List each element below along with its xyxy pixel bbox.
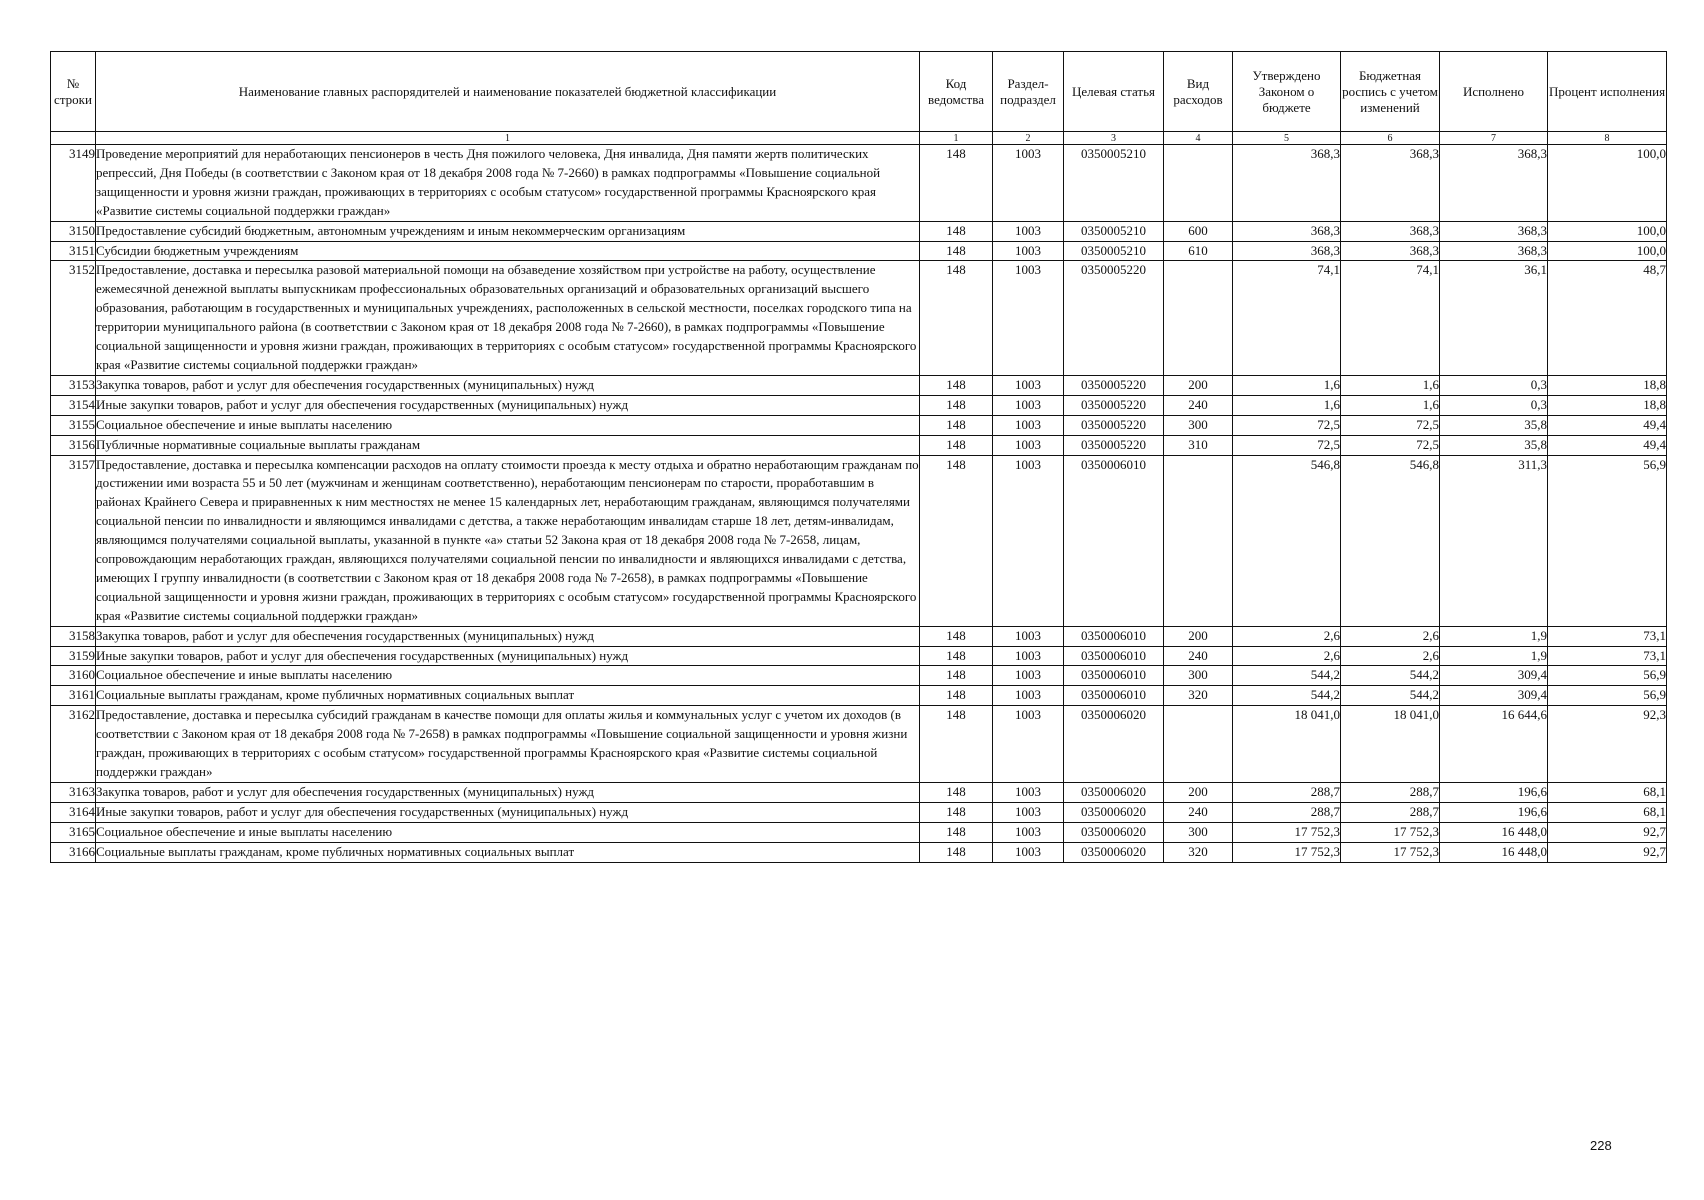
target-article-cell: 0350006010 bbox=[1064, 646, 1164, 666]
dept-code-cell: 148 bbox=[920, 395, 993, 415]
indicator-name-cell: Субсидии бюджетным учреждениям bbox=[96, 241, 920, 261]
execution-percent-cell: 56,9 bbox=[1548, 666, 1667, 686]
schedule-amount-cell: 17 752,3 bbox=[1341, 842, 1440, 862]
row-number-cell: 3149 bbox=[51, 145, 96, 222]
indicator-name-cell: Иные закупки товаров, работ и услуг для обеспечения государственных (муниципальных) нужд bbox=[96, 395, 920, 415]
schedule-amount-cell: 368,3 bbox=[1341, 145, 1440, 222]
target-article-cell: 0350005220 bbox=[1064, 395, 1164, 415]
expense-type-cell bbox=[1164, 261, 1233, 375]
section-code-cell: 1003 bbox=[993, 626, 1064, 646]
schedule-amount-cell: 368,3 bbox=[1341, 241, 1440, 261]
execution-percent-cell: 18,8 bbox=[1548, 375, 1667, 395]
execution-percent-cell: 48,7 bbox=[1548, 261, 1667, 375]
approved-amount-cell: 288,7 bbox=[1233, 802, 1341, 822]
target-article-cell: 0350006020 bbox=[1064, 842, 1164, 862]
row-number-cell: 3164 bbox=[51, 802, 96, 822]
dept-code-cell: 148 bbox=[920, 221, 993, 241]
table-row bbox=[51, 375, 1667, 395]
table-row bbox=[51, 626, 1667, 646]
approved-amount-cell: 1,6 bbox=[1233, 395, 1341, 415]
schedule-amount-cell: 2,6 bbox=[1341, 626, 1440, 646]
executed-amount-cell: 309,4 bbox=[1440, 666, 1548, 686]
row-number-cell: 3165 bbox=[51, 822, 96, 842]
column-number: 3 bbox=[1064, 132, 1164, 145]
execution-percent-cell: 56,9 bbox=[1548, 686, 1667, 706]
row-number-cell: 3151 bbox=[51, 241, 96, 261]
execution-percent-cell: 68,1 bbox=[1548, 782, 1667, 802]
section-code-cell: 1003 bbox=[993, 686, 1064, 706]
row-number-cell: 3152 bbox=[51, 261, 96, 375]
section-code-cell: 1003 bbox=[993, 646, 1064, 666]
indicator-name-cell: Социальные выплаты гражданам, кроме публичных нормативных социальных выплат bbox=[96, 686, 920, 706]
approved-amount-cell: 17 752,3 bbox=[1233, 822, 1341, 842]
schedule-amount-cell: 288,7 bbox=[1341, 802, 1440, 822]
header-percent: Процент исполнения bbox=[1548, 52, 1667, 132]
execution-percent-cell: 100,0 bbox=[1548, 241, 1667, 261]
execution-percent-cell: 100,0 bbox=[1548, 221, 1667, 241]
section-code-cell: 1003 bbox=[993, 415, 1064, 435]
approved-amount-cell: 18 041,0 bbox=[1233, 706, 1341, 783]
dept-code-cell: 148 bbox=[920, 145, 993, 222]
executed-amount-cell: 196,6 bbox=[1440, 782, 1548, 802]
approved-amount-cell: 546,8 bbox=[1233, 455, 1341, 626]
dept-code-cell: 148 bbox=[920, 435, 993, 455]
row-number-cell: 3158 bbox=[51, 626, 96, 646]
table-row bbox=[51, 221, 1667, 241]
expense-type-cell: 200 bbox=[1164, 782, 1233, 802]
target-article-cell: 0350006010 bbox=[1064, 455, 1164, 626]
execution-percent-cell: 49,4 bbox=[1548, 415, 1667, 435]
executed-amount-cell: 196,6 bbox=[1440, 802, 1548, 822]
executed-amount-cell: 16 448,0 bbox=[1440, 842, 1548, 862]
section-code-cell: 1003 bbox=[993, 455, 1064, 626]
executed-amount-cell: 0,3 bbox=[1440, 395, 1548, 415]
executed-amount-cell: 35,8 bbox=[1440, 435, 1548, 455]
expense-type-cell: 300 bbox=[1164, 415, 1233, 435]
execution-percent-cell: 56,9 bbox=[1548, 455, 1667, 626]
schedule-amount-cell: 544,2 bbox=[1341, 666, 1440, 686]
target-article-cell: 0350005220 bbox=[1064, 435, 1164, 455]
column-number: 2 bbox=[993, 132, 1064, 145]
table-row bbox=[51, 395, 1667, 415]
table-row bbox=[51, 802, 1667, 822]
indicator-name-cell: Социальное обеспечение и иные выплаты населению bbox=[96, 666, 920, 686]
execution-percent-cell: 100,0 bbox=[1548, 145, 1667, 222]
schedule-amount-cell: 18 041,0 bbox=[1341, 706, 1440, 783]
section-code-cell: 1003 bbox=[993, 241, 1064, 261]
executed-amount-cell: 311,3 bbox=[1440, 455, 1548, 626]
expense-type-cell: 600 bbox=[1164, 221, 1233, 241]
table-row bbox=[51, 145, 1667, 222]
execution-percent-cell: 92,7 bbox=[1548, 822, 1667, 842]
row-number-cell: 3153 bbox=[51, 375, 96, 395]
expense-type-cell: 320 bbox=[1164, 842, 1233, 862]
header-exp-type: Вид расходов bbox=[1164, 52, 1233, 132]
expense-type-cell: 300 bbox=[1164, 822, 1233, 842]
row-number-cell: 3166 bbox=[51, 842, 96, 862]
table-row bbox=[51, 435, 1667, 455]
approved-amount-cell: 74,1 bbox=[1233, 261, 1341, 375]
column-number: 8 bbox=[1548, 132, 1667, 145]
target-article-cell: 0350005210 bbox=[1064, 241, 1164, 261]
approved-amount-cell: 1,6 bbox=[1233, 375, 1341, 395]
row-number-cell: 3159 bbox=[51, 646, 96, 666]
table-row bbox=[51, 842, 1667, 862]
schedule-amount-cell: 72,5 bbox=[1341, 415, 1440, 435]
target-article-cell: 0350006020 bbox=[1064, 706, 1164, 783]
table-row bbox=[51, 455, 1667, 626]
row-number-cell: 3162 bbox=[51, 706, 96, 783]
expense-type-cell bbox=[1164, 145, 1233, 222]
expense-type-cell: 320 bbox=[1164, 686, 1233, 706]
row-number-cell: 3154 bbox=[51, 395, 96, 415]
header-row-no: № строки bbox=[51, 52, 96, 132]
executed-amount-cell: 368,3 bbox=[1440, 221, 1548, 241]
target-article-cell: 0350006010 bbox=[1064, 626, 1164, 646]
header-dept: Код ведомства bbox=[920, 52, 993, 132]
approved-amount-cell: 2,6 bbox=[1233, 626, 1341, 646]
table-row bbox=[51, 666, 1667, 686]
table-row bbox=[51, 261, 1667, 375]
schedule-amount-cell: 1,6 bbox=[1341, 395, 1440, 415]
approved-amount-cell: 368,3 bbox=[1233, 221, 1341, 241]
table-row bbox=[51, 415, 1667, 435]
expense-type-cell: 200 bbox=[1164, 375, 1233, 395]
table-row bbox=[51, 241, 1667, 261]
header-executed: Исполнено bbox=[1440, 52, 1548, 132]
expense-type-cell bbox=[1164, 706, 1233, 783]
indicator-name-cell: Закупка товаров, работ и услуг для обеспечения государственных (муниципальных) нужд bbox=[96, 626, 920, 646]
approved-amount-cell: 544,2 bbox=[1233, 686, 1341, 706]
header-section: Раздел-подраздел bbox=[993, 52, 1064, 132]
dept-code-cell: 148 bbox=[920, 455, 993, 626]
dept-code-cell: 148 bbox=[920, 646, 993, 666]
indicator-name-cell: Социальное обеспечение и иные выплаты населению bbox=[96, 822, 920, 842]
dept-code-cell: 148 bbox=[920, 842, 993, 862]
table-row bbox=[51, 782, 1667, 802]
target-article-cell: 0350006010 bbox=[1064, 666, 1164, 686]
target-article-cell: 0350005220 bbox=[1064, 261, 1164, 375]
section-code-cell: 1003 bbox=[993, 706, 1064, 783]
approved-amount-cell: 2,6 bbox=[1233, 646, 1341, 666]
executed-amount-cell: 1,9 bbox=[1440, 626, 1548, 646]
schedule-amount-cell: 1,6 bbox=[1341, 375, 1440, 395]
section-code-cell: 1003 bbox=[993, 375, 1064, 395]
section-code-cell: 1003 bbox=[993, 395, 1064, 415]
dept-code-cell: 148 bbox=[920, 706, 993, 783]
approved-amount-cell: 368,3 bbox=[1233, 241, 1341, 261]
budget-table bbox=[50, 51, 1667, 863]
table-row bbox=[51, 822, 1667, 842]
indicator-name-cell: Социальные выплаты гражданам, кроме публичных нормативных социальных выплат bbox=[96, 842, 920, 862]
expense-type-cell: 240 bbox=[1164, 646, 1233, 666]
row-number-cell: 3161 bbox=[51, 686, 96, 706]
indicator-name-cell: Предоставление, доставка и пересылка субсидий гражданам в качестве помощи для оплаты жилья и коммунальных услуг с учетом их доходов (в соответствии с Законом края от 18 декабря 2008 года № 7-2658) в рамках подпрограммы «Повышение социальной защищенности и уровня жизни граждан, проживающих в территориях с особым статусом» государственной программы Красноярского края «Развитие системы социальной поддержки граждан» bbox=[96, 706, 920, 783]
section-code-cell: 1003 bbox=[993, 782, 1064, 802]
executed-amount-cell: 1,9 bbox=[1440, 646, 1548, 666]
execution-percent-cell: 92,7 bbox=[1548, 842, 1667, 862]
column-number: 6 bbox=[1341, 132, 1440, 145]
indicator-name-cell: Предоставление, доставка и пересылка компенсации расходов на оплату стоимости проезда к месту отдыха и обратно неработающим гражданам по достижении ими возраста 55 и 50 лет (мужчинам и женщинам соответственно), неработающим пенсионерам по старости, проработавшим в районах Крайнего Севера и приравненных к ним местностях не менее 15 календарных лет, неработающим гражданам, являющимся получателями социальной пенсии по инвалидности и являющимся инвалидами с детства, а также неработающим инвалидам старше 18 лет, детям-инвалидам, являющимся получателями социальной выплаты, указанной в пункте «а» статьи 52 Закона края от 18 декабря 2008 года № 7-2658, лицам, сопровождающим неработающих граждан, являющихся получателями социальной пенсии по инвалидности и являющихся инвалидами с детства, имеющих I группу инвалидности (в соответствии с Законом края от 18 декабря 2008 года № 7-2658), в рамках подпрограммы «Повышение социальной защищенности и уровня жизни граждан, проживающих в территориях с особым статусом» государственной программы Красноярского края «Развитие системы социальной поддержки граждан» bbox=[96, 455, 920, 626]
execution-percent-cell: 92,3 bbox=[1548, 706, 1667, 783]
dept-code-cell: 148 bbox=[920, 626, 993, 646]
row-number-cell: 3163 bbox=[51, 782, 96, 802]
executed-amount-cell: 35,8 bbox=[1440, 415, 1548, 435]
row-number-cell: 3150 bbox=[51, 221, 96, 241]
target-article-cell: 0350005220 bbox=[1064, 375, 1164, 395]
page-number: 228 bbox=[1590, 1138, 1612, 1153]
executed-amount-cell: 16 644,6 bbox=[1440, 706, 1548, 783]
column-number: 7 bbox=[1440, 132, 1548, 145]
execution-percent-cell: 18,8 bbox=[1548, 395, 1667, 415]
section-code-cell: 1003 bbox=[993, 842, 1064, 862]
dept-code-cell: 148 bbox=[920, 802, 993, 822]
indicator-name-cell: Закупка товаров, работ и услуг для обеспечения государственных (муниципальных) нужд bbox=[96, 782, 920, 802]
column-number: 1 bbox=[920, 132, 993, 145]
schedule-amount-cell: 17 752,3 bbox=[1341, 822, 1440, 842]
target-article-cell: 0350006020 bbox=[1064, 782, 1164, 802]
row-number-cell: 3160 bbox=[51, 666, 96, 686]
section-code-cell: 1003 bbox=[993, 145, 1064, 222]
approved-amount-cell: 368,3 bbox=[1233, 145, 1341, 222]
expense-type-cell: 240 bbox=[1164, 802, 1233, 822]
table-row bbox=[51, 686, 1667, 706]
section-code-cell: 1003 bbox=[993, 221, 1064, 241]
approved-amount-cell: 72,5 bbox=[1233, 415, 1341, 435]
table-row bbox=[51, 646, 1667, 666]
dept-code-cell: 148 bbox=[920, 261, 993, 375]
executed-amount-cell: 368,3 bbox=[1440, 241, 1548, 261]
dept-code-cell: 148 bbox=[920, 686, 993, 706]
executed-amount-cell: 16 448,0 bbox=[1440, 822, 1548, 842]
indicator-name-cell: Публичные нормативные социальные выплаты гражданам bbox=[96, 435, 920, 455]
target-article-cell: 0350006020 bbox=[1064, 802, 1164, 822]
dept-code-cell: 148 bbox=[920, 822, 993, 842]
dept-code-cell: 148 bbox=[920, 666, 993, 686]
approved-amount-cell: 17 752,3 bbox=[1233, 842, 1341, 862]
schedule-amount-cell: 72,5 bbox=[1341, 435, 1440, 455]
schedule-amount-cell: 74,1 bbox=[1341, 261, 1440, 375]
section-code-cell: 1003 bbox=[993, 666, 1064, 686]
expense-type-cell: 610 bbox=[1164, 241, 1233, 261]
execution-percent-cell: 73,1 bbox=[1548, 646, 1667, 666]
execution-percent-cell: 49,4 bbox=[1548, 435, 1667, 455]
target-article-cell: 0350006020 bbox=[1064, 822, 1164, 842]
row-number-cell: 3157 bbox=[51, 455, 96, 626]
execution-percent-cell: 73,1 bbox=[1548, 626, 1667, 646]
executed-amount-cell: 368,3 bbox=[1440, 145, 1548, 222]
indicator-name-cell: Предоставление, доставка и пересылка разовой материальной помощи на обзаведение хозяйством при устройстве на работу, осуществление ежемесячной денежной выплаты выпускникам профессиональных образовательных организаций и образовательных организаций высшего образования, работающим в государственных и муниципальных учреждениях, расположенных в сельской местности, поселках городского типа на территории муниципального района (в соответствии с Законом края от 18 декабря 2008 года № 7-2660), в рамках подпрограммы «Повышение социальной защищенности и уровня жизни граждан, проживающих в территориях с особым статусом» государственной программы Красноярского края «Развитие системы социальной поддержки граждан» bbox=[96, 261, 920, 375]
column-number: 1 bbox=[96, 132, 920, 145]
executed-amount-cell: 309,4 bbox=[1440, 686, 1548, 706]
header-name: Наименование главных распорядителей и наименование показателей бюджетной классификации bbox=[96, 52, 920, 132]
approved-amount-cell: 544,2 bbox=[1233, 666, 1341, 686]
expense-type-cell: 200 bbox=[1164, 626, 1233, 646]
header-schedule: Бюджетная роспись с учетом изменений bbox=[1341, 52, 1440, 132]
target-article-cell: 0350006010 bbox=[1064, 686, 1164, 706]
execution-percent-cell: 68,1 bbox=[1548, 802, 1667, 822]
executed-amount-cell: 36,1 bbox=[1440, 261, 1548, 375]
indicator-name-cell: Проведение мероприятий для неработающих пенсионеров в честь Дня пожилого человека, Дня инвалида, Дня памяти жертв политических репрессий, Дня Победы (в соответствии с Законом края от 18 декабря 2008 года № 7-2660) в рамках подпрограммы «Повышение социальной защищенности и уровня жизни граждан, проживающих в территориях с особым статусом» государственной программы Красноярского края «Развитие системы социальной поддержки граждан» bbox=[96, 145, 920, 222]
approved-amount-cell: 72,5 bbox=[1233, 435, 1341, 455]
indicator-name-cell: Иные закупки товаров, работ и услуг для обеспечения государственных (муниципальных) нужд bbox=[96, 802, 920, 822]
dept-code-cell: 148 bbox=[920, 415, 993, 435]
expense-type-cell: 310 bbox=[1164, 435, 1233, 455]
header-target: Целевая статья bbox=[1064, 52, 1164, 132]
dept-code-cell: 148 bbox=[920, 782, 993, 802]
section-code-cell: 1003 bbox=[993, 435, 1064, 455]
table-row bbox=[51, 706, 1667, 783]
column-number-row bbox=[51, 132, 1667, 145]
header-approved: Утверждено Законом о бюджете bbox=[1233, 52, 1341, 132]
column-number: 4 bbox=[1164, 132, 1233, 145]
schedule-amount-cell: 2,6 bbox=[1341, 646, 1440, 666]
approved-amount-cell: 288,7 bbox=[1233, 782, 1341, 802]
column-number: 5 bbox=[1233, 132, 1341, 145]
schedule-amount-cell: 544,2 bbox=[1341, 686, 1440, 706]
target-article-cell: 0350005210 bbox=[1064, 221, 1164, 241]
expense-type-cell: 300 bbox=[1164, 666, 1233, 686]
schedule-amount-cell: 288,7 bbox=[1341, 782, 1440, 802]
indicator-name-cell: Социальное обеспечение и иные выплаты населению bbox=[96, 415, 920, 435]
indicator-name-cell: Иные закупки товаров, работ и услуг для обеспечения государственных (муниципальных) нужд bbox=[96, 646, 920, 666]
dept-code-cell: 148 bbox=[920, 375, 993, 395]
table-body bbox=[51, 145, 1667, 863]
schedule-amount-cell: 368,3 bbox=[1341, 221, 1440, 241]
schedule-amount-cell: 546,8 bbox=[1341, 455, 1440, 626]
section-code-cell: 1003 bbox=[993, 822, 1064, 842]
expense-type-cell: 240 bbox=[1164, 395, 1233, 415]
target-article-cell: 0350005210 bbox=[1064, 145, 1164, 222]
column-number-blank bbox=[51, 132, 96, 145]
expense-type-cell bbox=[1164, 455, 1233, 626]
target-article-cell: 0350005220 bbox=[1064, 415, 1164, 435]
table-header bbox=[51, 52, 1667, 145]
dept-code-cell: 148 bbox=[920, 241, 993, 261]
section-code-cell: 1003 bbox=[993, 261, 1064, 375]
executed-amount-cell: 0,3 bbox=[1440, 375, 1548, 395]
indicator-name-cell: Предоставление субсидий бюджетным, автономным учреждениям и иным некоммерческим организациям bbox=[96, 221, 920, 241]
row-number-cell: 3156 bbox=[51, 435, 96, 455]
section-code-cell: 1003 bbox=[993, 802, 1064, 822]
row-number-cell: 3155 bbox=[51, 415, 96, 435]
indicator-name-cell: Закупка товаров, работ и услуг для обеспечения государственных (муниципальных) нужд bbox=[96, 375, 920, 395]
